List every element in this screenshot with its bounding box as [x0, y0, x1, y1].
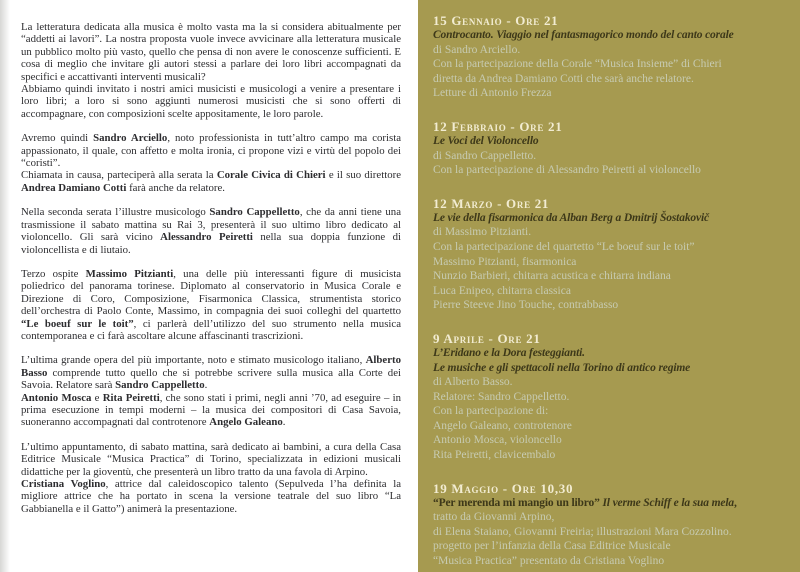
event-line: di Alberto Basso. — [433, 376, 513, 389]
event-line: Rita Peiretti, clavicembalo — [433, 449, 556, 462]
body-text: comprende tutto quello che si potrebbe scrivere sulla musica alla Corte dei Savoia. Relatore sarà — [21, 366, 401, 392]
event-title-text: Controcanto. Viaggio nel fantasmagorico mondo del canto corale — [433, 29, 734, 41]
event-title — [433, 496, 788, 511]
event-date: 12 Marzo - Ore 21 — [433, 195, 550, 211]
event-line: Con la partecipazione della Corale “Musica Insieme” di Chieri — [433, 58, 722, 71]
event-line: progetto per l’infanzia della Casa Editrice Musicale — [433, 540, 671, 553]
body-text: . — [204, 379, 208, 392]
event-line: Pierre Steeve Jino Touche, contrabbasso — [433, 299, 619, 312]
event-title-text: Le vie della fisarmonica da Alban Berg a Dmitrij Šostakovič — [433, 211, 709, 224]
paragraph — [21, 354, 401, 428]
body-text: L’ultimo appuntamento, di sabato mattina, sarà dedicato ai bambini, a cura della Casa Editrice Musicale “Musica Practica” di Torino, specializzata in edizioni musicali didattiche per la gioventù, che presenterà un libro tratto da una favola di Arpino. — [21, 440, 401, 478]
highlighted-name: “Le boeuf sur le toit” — [21, 317, 134, 330]
event-line: Relatore: Sandro Cappelletto. — [433, 390, 570, 403]
event-title-text: L’Eridano e la Dora festeggianti. — [433, 346, 585, 359]
body-text: Abbiamo quindi invitato i nostri amici musicisti e musicologi a venire a presentare i loro libri; a loro si sono aggiunti numerosi musicisti che si sono offerti di accompagnare, con composizioni scelte appositamente, le loro parole. — [21, 83, 401, 120]
event-line: Angelo Galeano, controtenore — [433, 419, 572, 432]
event-line: di Sandro Arciello. — [433, 43, 521, 56]
paragraph — [21, 268, 401, 342]
paragraph — [21, 206, 401, 256]
event — [433, 196, 788, 313]
body-text: Chiamata in causa, parteciperà alla serata la — [21, 169, 217, 182]
left-page-paragraphs — [21, 21, 401, 515]
paragraph — [21, 132, 401, 194]
event-title-text: “Per merenda mi mangio un libro” — [433, 496, 603, 509]
event-date: 9 Aprile - Ore 21 — [433, 330, 541, 346]
highlighted-name: Sandro Arciello — [93, 132, 168, 145]
event-date: 15 Gennaio - Ore 21 — [433, 13, 559, 28]
event-title — [433, 134, 788, 149]
highlighted-name: Sandro Cappelletto — [115, 379, 205, 392]
body-text: , che sono stati i primi, negli anni ’70, ad eseguire – in prima esecuzione in tempi moderni – la musica dei compositori di Casa Savoia, suoneranno accompagnati dal controtenore — [21, 391, 401, 429]
event-title — [433, 211, 788, 226]
body-text: , che da anni tiene una trasmissione il sabato mattina su Rai 3, presenterà il suo ultimo libro dedicato al violoncello. Gli sarà vicino — [21, 206, 401, 244]
event-line: Con la partecipazione di Alessandro Peiretti al violoncello — [433, 164, 701, 177]
highlighted-name: Antonio Mosca — [21, 391, 92, 404]
right-panel — [418, 0, 800, 572]
paragraph — [21, 441, 401, 515]
event-line: diretta da Andrea Damiano Cotti che sarà anche relatore. — [433, 72, 694, 85]
event-date: 19 Maggio - Ore 10,30 — [433, 480, 574, 496]
event-line: di Massimo Pitzianti. — [433, 226, 532, 239]
body-text: Nella seconda serata l’illustre musicologo — [21, 206, 210, 219]
event-line: Con la partecipazione del quartetto “Le boeuf sur le toit” — [433, 240, 695, 253]
event-line: tratto da Giovanni Arpino, — [433, 511, 555, 524]
event-line: Nunzio Barbieri, chitarra acustica e chitarra indiana — [433, 270, 671, 283]
event-line: Antonio Mosca, violoncello — [433, 434, 562, 447]
highlighted-name: Sandro Cappelletto — [209, 206, 300, 219]
body-text: Avremo quindi — [21, 132, 94, 145]
highlighted-name: Rita Peiretti — [102, 391, 160, 404]
body-text: . — [282, 416, 286, 429]
event-title-text: Le musiche e gli spettacoli nella Torino di antico regime — [433, 361, 691, 374]
highlighted-name: Angelo Galeano — [209, 416, 283, 429]
event — [433, 13, 788, 101]
body-text: e — [91, 391, 103, 404]
highlighted-name: Corale Civica di Chieri — [216, 169, 326, 182]
event-date: 12 Febbraio - Ore 21 — [433, 118, 563, 134]
highlighted-name: Alberto Basso — [21, 354, 401, 379]
event-title — [433, 346, 788, 375]
event-line: di Elena Staiano, Giovanni Freiria; illustrazioni Mara Cozzolino. — [433, 525, 732, 538]
scan-edge-shadow — [0, 0, 10, 572]
paragraph — [21, 21, 401, 120]
event-line: Letture di Antonio Frezza — [433, 87, 552, 100]
body-text: farà anche da relatore. — [126, 181, 225, 194]
event-line: “Musica Practica” presentato da Cristiana Voglino — [433, 555, 665, 568]
event-line: Luca Enipeo, chitarra classica — [433, 284, 571, 297]
highlighted-name: Cristiana Voglino — [21, 478, 106, 490]
body-text: e il suo direttore — [325, 169, 401, 182]
event-line: di Sandro Cappelletto. — [433, 149, 537, 162]
body-text: Terzo ospite — [21, 267, 86, 280]
body-text: , attrice dal caleidoscopico talento (Sepulveda l’ha definita la migliore attrice che ha portato in scena la versione teatrale del suo libro “La Gabbianella e il Gatto”) animerà la presentazione. — [21, 478, 401, 515]
event-line: Massimo Pitzianti, fisarmonica — [433, 255, 577, 268]
body-text: , ci parlerà dell’utilizzo del suo strumento nella musica contemporanea e ci farà ascoltare alcune affascinanti trascrizioni. — [21, 317, 401, 342]
body-text: La letteratura dedicata alla musica è molto vasta ma la si considera abitualmente per “addetti ai lavori”. La nostra proposta vuole invece avvicinare alla letteratura musicale un pubblico molto più vasto, quello che pensa di non avere le conoscenze sufficienti. E cosa di meglio che invitare gli autori stessi a parlare dei loro libri accompagnati da specifici e accattivanti interventi musicali? — [21, 21, 401, 83]
highlighted-name: Andrea Damiano Cotti — [21, 181, 127, 194]
event-title — [433, 28, 788, 43]
body-text: nella sua doppia funzione di violoncellista e di liutaio. — [21, 231, 401, 256]
event — [433, 331, 788, 463]
highlighted-name: Alessandro Peiretti — [160, 231, 253, 244]
event — [433, 481, 788, 569]
event — [433, 119, 788, 178]
body-text: , noto professionista in tutt’altro campo ma corista appassionato, il quale, con affetto e molta ironia, ci propone vizi e virtù del popolo dei “coristi”. — [21, 132, 401, 170]
event-title-text: Il verme Schiff e la sua mela — [602, 496, 734, 509]
event-line: Con la partecipazione di: — [433, 405, 549, 418]
event-title-text: , — [734, 496, 737, 509]
events-list — [433, 13, 788, 569]
body-text: , una delle più interessanti figure di musicista poliedrico del panorama torinese. Diplomato al conservatorio in Musica Corale e Direzione di Coro, Composizione, Fisarmonica Classica, strumentista storico dell’orchestra di Paolo Conte, Massimo, in compagnia dei suoi colleghi del quartetto — [21, 267, 401, 318]
event-title-text: Le Voci del Violoncello — [433, 134, 539, 147]
highlighted-name: Massimo Pitzianti — [85, 267, 174, 280]
body-text: L’ultima grande opera del più importante, noto e stimato musicologo italiano, — [21, 354, 366, 367]
